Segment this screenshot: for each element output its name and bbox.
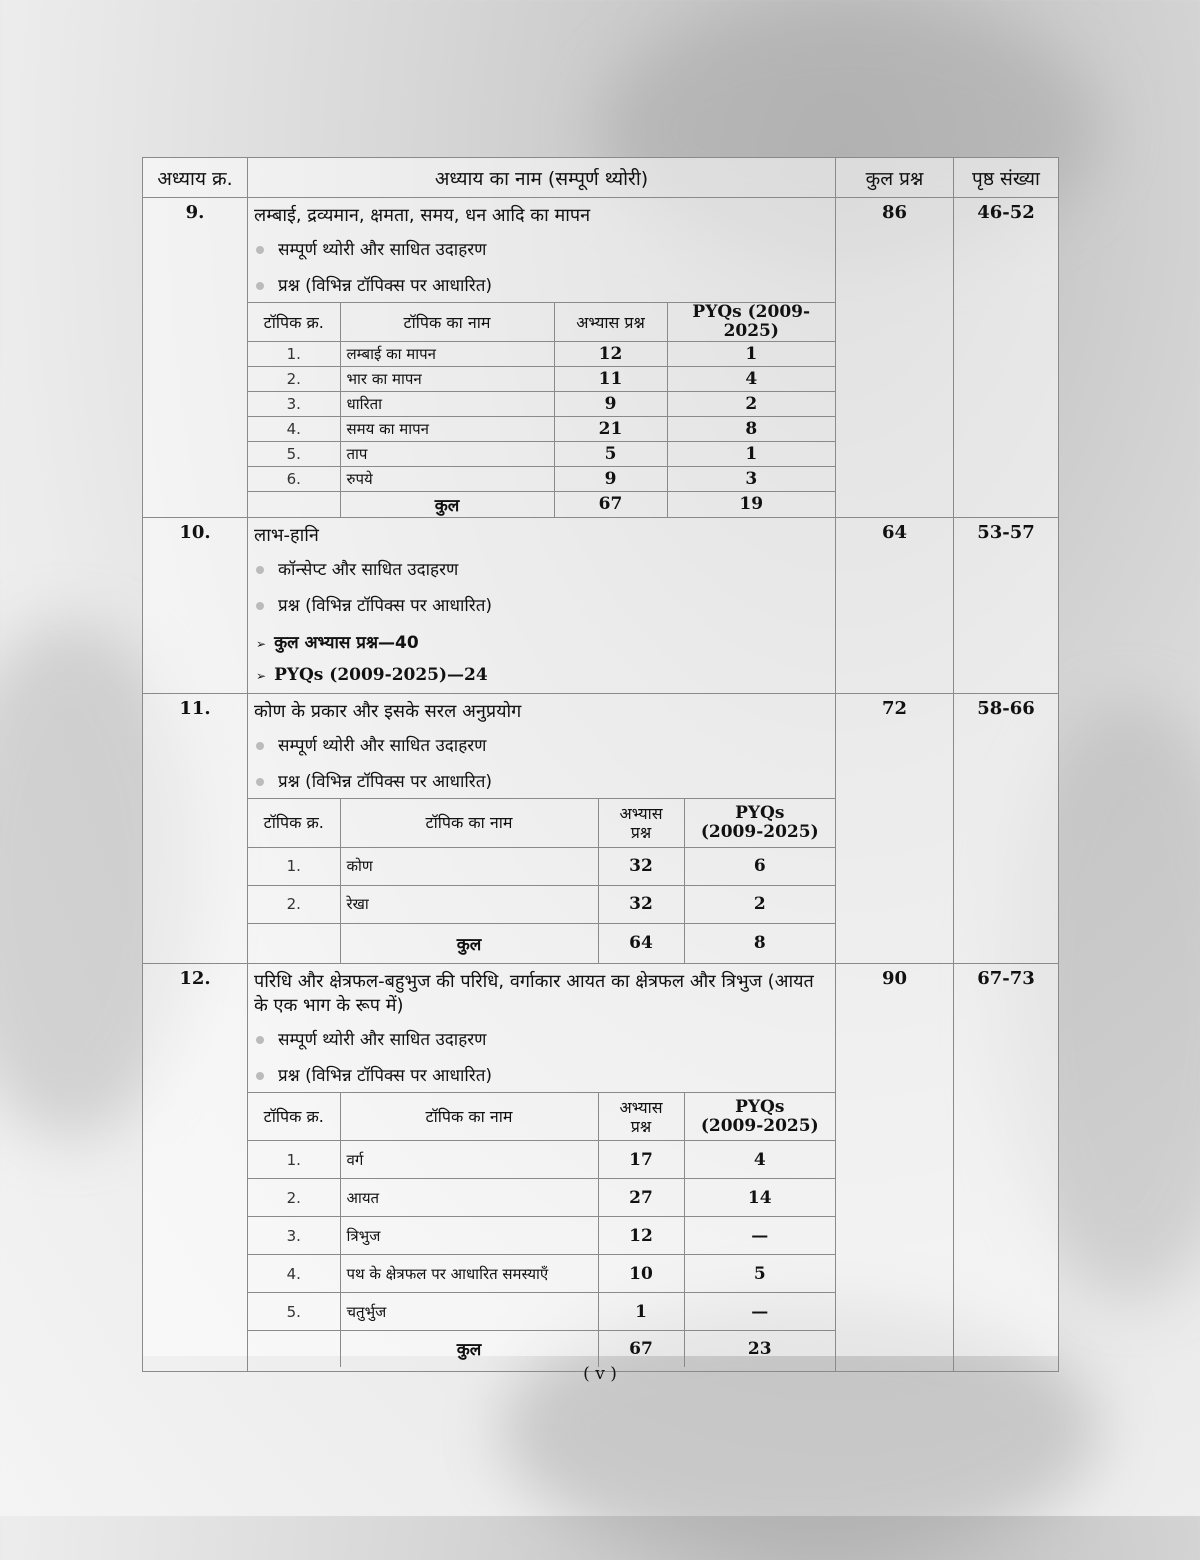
table-row: 4. समय का मापन 21 8 xyxy=(248,417,835,442)
topic-header-pyq: PYQs (2009-2025) xyxy=(667,303,835,342)
page-number: ( v ) xyxy=(583,1364,617,1384)
bullet-item: सम्पूर्ण थ्योरी और साधित उदाहरण xyxy=(248,726,835,762)
topic-header-practice: अभ्यास प्रश्न xyxy=(598,1093,684,1141)
topic-header-practice: अभ्यास प्रश्न xyxy=(554,303,667,342)
chapter-row xyxy=(143,198,1059,518)
chapter-total-questions: 64 xyxy=(836,517,954,693)
topic-table xyxy=(248,302,835,517)
bullet-item: प्रश्न (विभिन्न टॉपिक्स पर आधारित) xyxy=(248,586,835,622)
bullet-dot-icon xyxy=(256,246,264,254)
topic-header-pyq: PYQs (2009-2025) xyxy=(684,1093,835,1141)
topic-header-no: टॉपिक क्र. xyxy=(248,303,340,342)
table-row: 3. त्रिभुज 12 — xyxy=(248,1217,835,1255)
bullet-dot-icon xyxy=(256,742,264,750)
chapter-pages: 46-52 xyxy=(954,198,1059,518)
chapter-total-questions: 72 xyxy=(836,693,954,964)
topic-header-name: टॉपिक का नाम xyxy=(340,1093,598,1141)
chapter-content xyxy=(248,517,836,693)
bullet-item: प्रश्न (विभिन्न टॉपिक्स पर आधारित) xyxy=(248,762,835,798)
table-row: 1. वर्ग 17 4 xyxy=(248,1141,835,1179)
table-row: 4. पथ के क्षेत्रफल पर आधारित समस्याएँ 10 5 xyxy=(248,1255,835,1293)
table-row: 2. आयत 27 14 xyxy=(248,1179,835,1217)
topic-total-row: कुल 67 19 xyxy=(248,492,835,517)
chapter-number: 11. xyxy=(143,693,248,964)
header-chapter-no: अध्याय क्र. xyxy=(143,158,248,198)
topic-table xyxy=(248,1092,835,1367)
bullet-dot-icon xyxy=(256,778,264,786)
chapter-content xyxy=(248,964,836,1372)
bullet-item: सम्पूर्ण थ्योरी और साधित उदाहरण xyxy=(248,230,835,266)
bullet-item: सम्पूर्ण थ्योरी और साधित उदाहरण xyxy=(248,1020,835,1056)
table-row: 1. कोण 32 6 xyxy=(248,847,835,885)
topic-header-name: टॉपिक का नाम xyxy=(340,303,554,342)
chapter-number: 12. xyxy=(143,964,248,1372)
bullet-dot-icon xyxy=(256,282,264,290)
bullet-item: प्रश्न (विभिन्न टॉपिक्स पर आधारित) xyxy=(248,266,835,302)
chapter-row xyxy=(143,964,1059,1372)
chapter-title: लम्बाई, द्रव्यमान, क्षमता, समय, धन आदि का मापन xyxy=(254,205,591,226)
chapter-number: 9. xyxy=(143,198,248,518)
topic-total-row: कुल 64 8 xyxy=(248,923,835,963)
header-total-questions: कुल प्रश्न xyxy=(836,158,954,198)
topic-header-no: टॉपिक क्र. xyxy=(248,1093,340,1141)
chapter-pages: 53-57 xyxy=(954,517,1059,693)
table-row: 2. भार का मापन 11 4 xyxy=(248,367,835,392)
chapter-title: लाभ-हानि xyxy=(254,524,319,546)
chapter-title: परिधि और क्षेत्रफल-बहुभुज की परिधि, वर्गाकार आयत का क्षेत्रफल और त्रिभुज (आयत के एक भाग के रूप में) xyxy=(254,971,814,1016)
topic-table xyxy=(248,798,835,964)
bullet-dot-icon xyxy=(256,602,264,610)
table-row: 2. रेखा 32 2 xyxy=(248,885,835,923)
topic-header-no: टॉपिक क्र. xyxy=(248,798,340,847)
topic-header-pyq: PYQs (2009-2025) xyxy=(684,798,835,847)
chapter-number: 10. xyxy=(143,517,248,693)
header-page-no: पृष्ठ संख्या xyxy=(954,158,1059,198)
topic-header-practice: अभ्यास प्रश्न xyxy=(598,798,684,847)
topic-header-row xyxy=(248,1093,835,1141)
table-row: 6. रुपये 9 3 xyxy=(248,467,835,492)
contents-table xyxy=(142,157,1059,1372)
bullet-dot-icon xyxy=(256,566,264,574)
chapter-content xyxy=(248,693,836,964)
chapter-total-questions: 86 xyxy=(836,198,954,518)
table-row: 3. धारिता 9 2 xyxy=(248,392,835,417)
bullet-item: प्रश्न (विभिन्न टॉपिक्स पर आधारित) xyxy=(248,1056,835,1092)
topic-header-row xyxy=(248,303,835,342)
chapter-title: कोण के प्रकार और इसके सरल अनुप्रयोग xyxy=(254,700,522,722)
arrow-right-icon: ➢ xyxy=(256,636,267,651)
table-row: 5. ताप 5 1 xyxy=(248,442,835,467)
summary-item: ➢ PYQs (2009-2025)—24 xyxy=(256,664,488,685)
summary-item: ➢ कुल अभ्यास प्रश्न—40 xyxy=(256,632,419,653)
chapter-row xyxy=(143,517,1059,693)
topic-header-name: टॉपिक का नाम xyxy=(340,798,598,847)
topic-total-row: कुल 67 23 xyxy=(248,1331,835,1367)
table-row: 1. लम्बाई का मापन 12 1 xyxy=(248,342,835,367)
chapter-row xyxy=(143,693,1059,964)
bullet-dot-icon xyxy=(256,1036,264,1044)
topic-header-row xyxy=(248,798,835,847)
header-chapter-name: अध्याय का नाम (सम्पूर्ण थ्योरी) xyxy=(248,158,836,198)
chapter-pages: 58-66 xyxy=(954,693,1059,964)
arrow-right-icon: ➢ xyxy=(256,668,267,683)
chapter-content xyxy=(248,198,836,518)
bullet-item: कॉन्सेप्ट और साधित उदाहरण xyxy=(248,550,835,586)
chapter-pages: 67-73 xyxy=(954,964,1059,1372)
table-row: 5. चतुर्भुज 1 — xyxy=(248,1293,835,1331)
chapter-total-questions: 90 xyxy=(836,964,954,1372)
table-header-row xyxy=(143,158,1059,198)
bullet-dot-icon xyxy=(256,1072,264,1080)
